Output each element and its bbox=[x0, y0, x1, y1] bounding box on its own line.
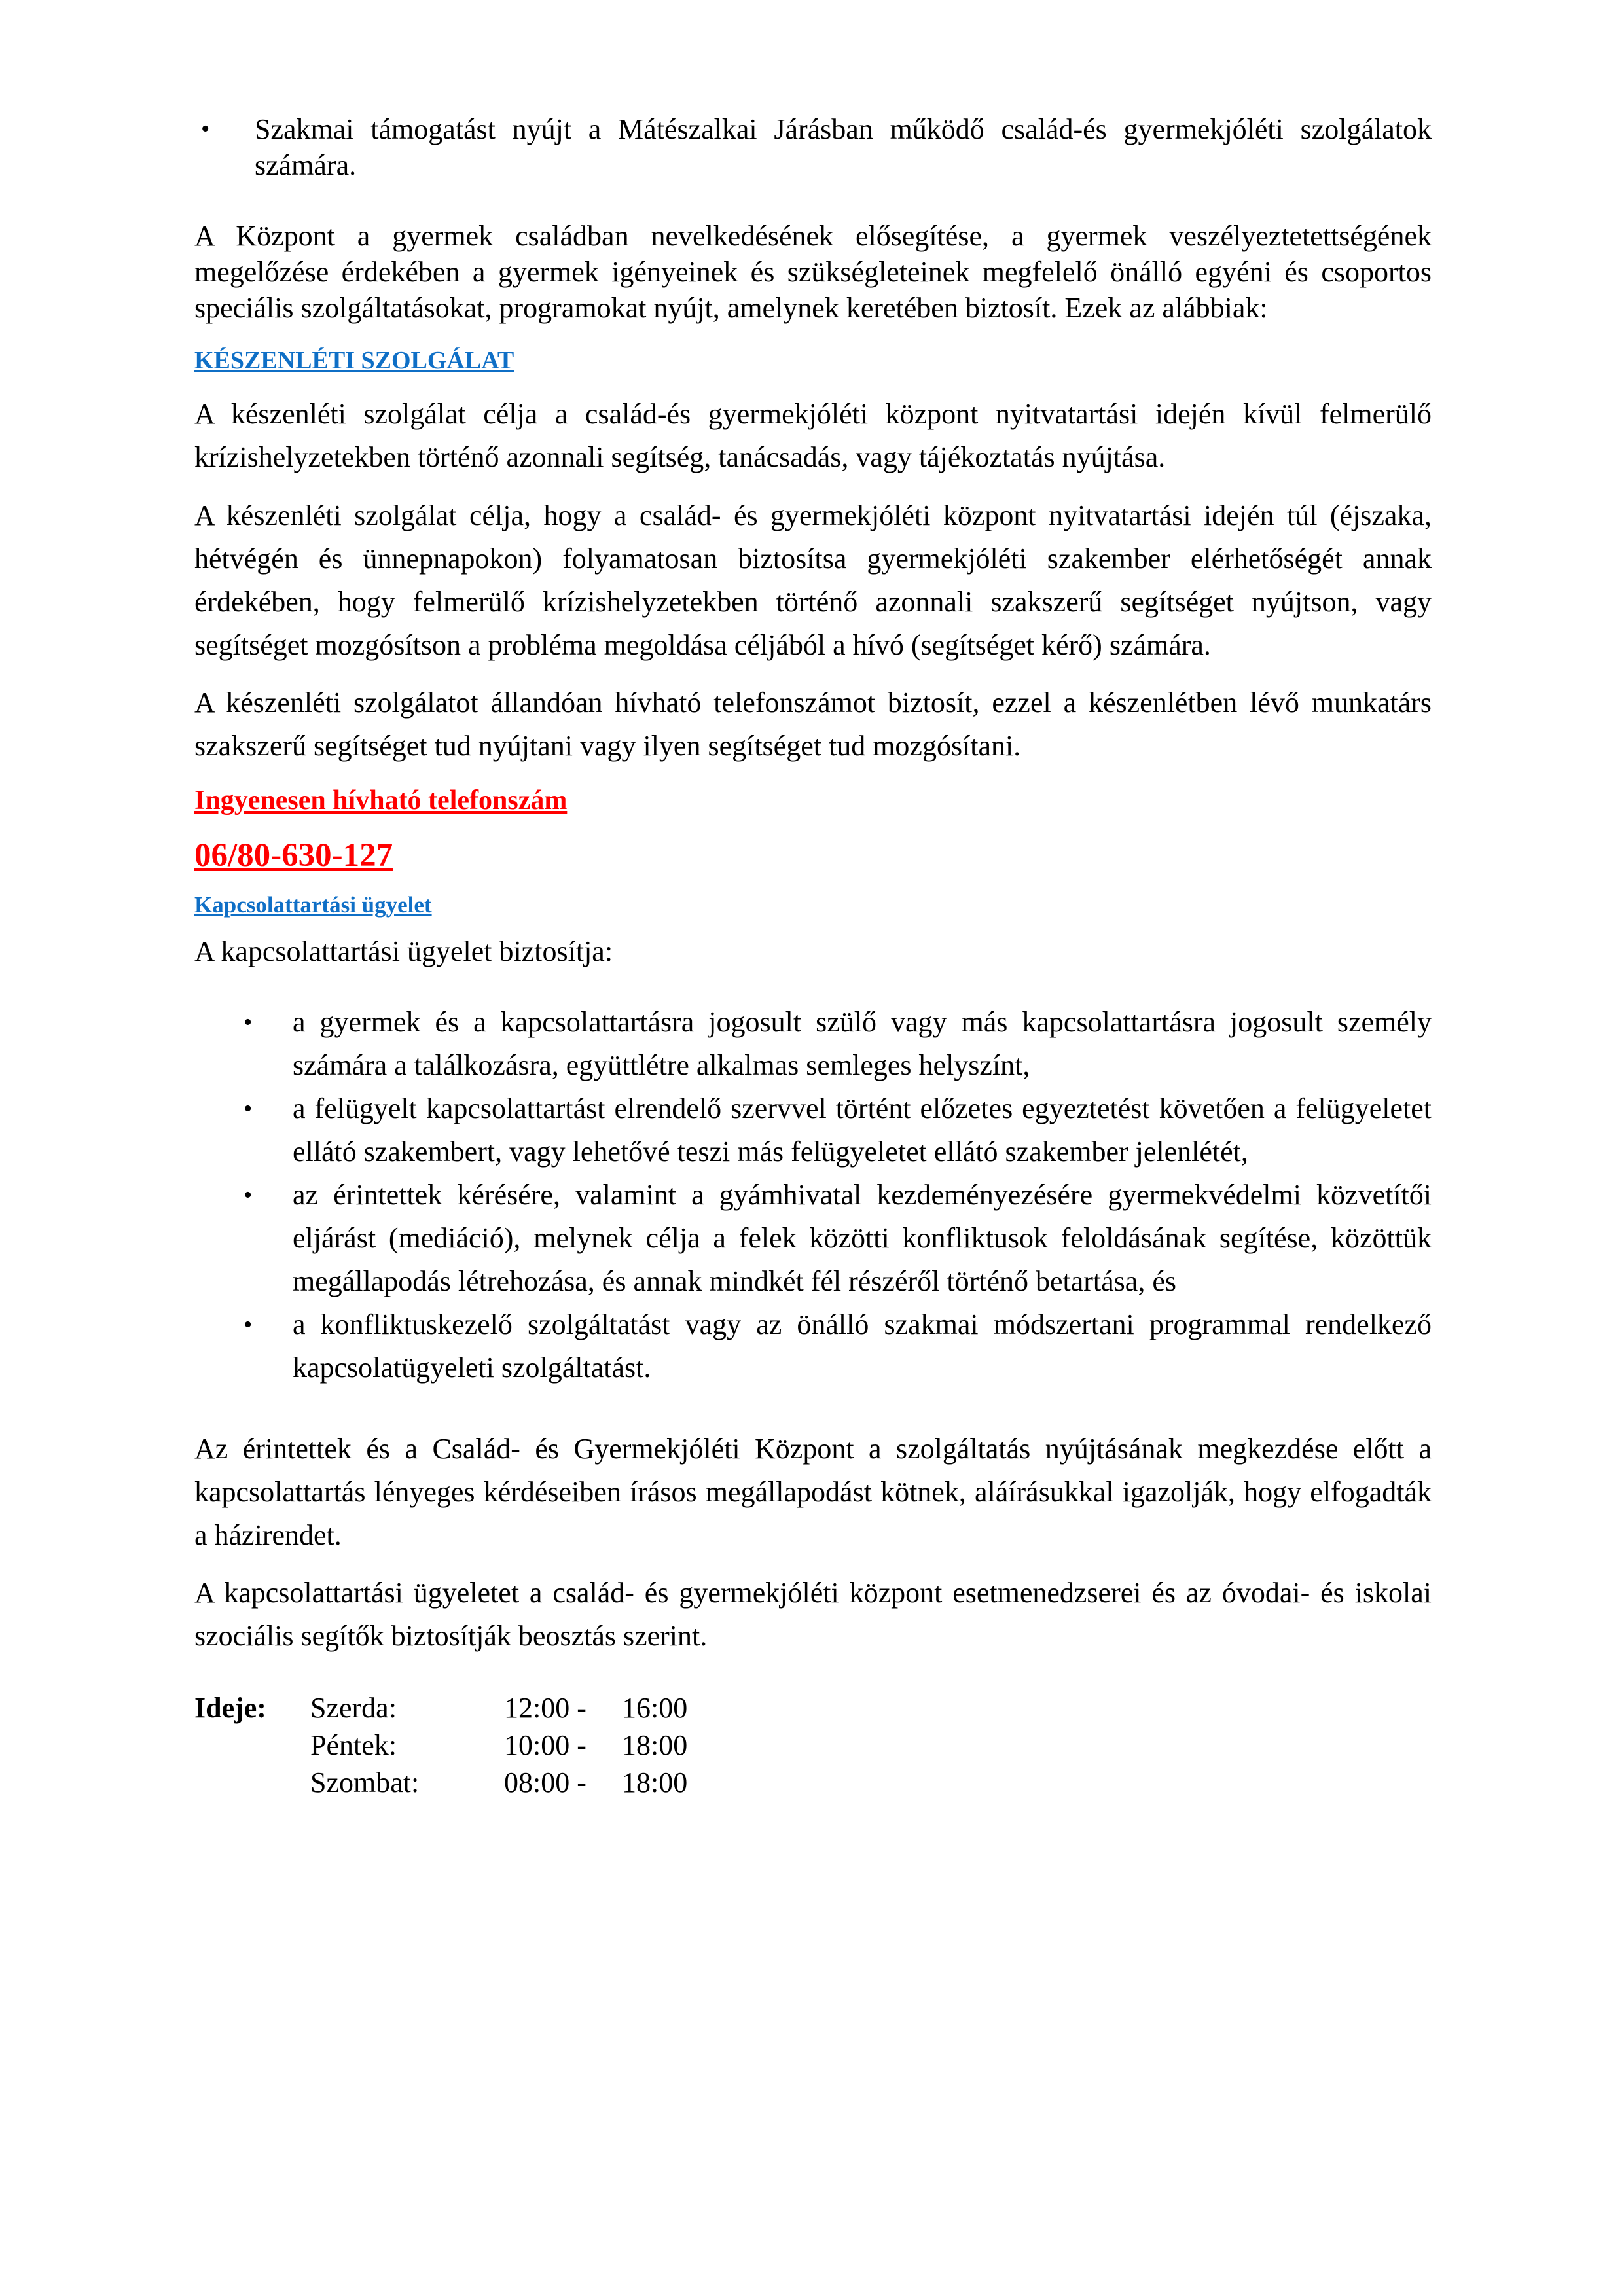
list-item bbox=[194, 1001, 1432, 1087]
table-row bbox=[194, 1764, 687, 1801]
list-item-text: a felügyelt kapcsolattartást elrendelő szervvel történt előzetes egyeztetést követően a felügyeletet ellátó szakembert, vagy lehetővé teszi más felügyeletet ellátó szakember jelenlétét, bbox=[293, 1092, 1432, 1168]
schedule-day: Péntek: bbox=[310, 1729, 397, 1761]
schedule-from: 10:00 - bbox=[504, 1729, 586, 1761]
schedule-to: 18:00 bbox=[622, 1767, 688, 1799]
table-row bbox=[194, 1727, 687, 1764]
schedule-day: Szerda: bbox=[310, 1692, 397, 1724]
list-item-text: a gyermek és a kapcsolattartásra jogosult szülő vagy más kapcsolattartásra jogosult személy számára a találkozásra, együttlétre alkalmas semleges helyszínt, bbox=[293, 1006, 1432, 1081]
schedule-to: 16:00 bbox=[622, 1692, 688, 1724]
kapcsolattartasi-lead: A kapcsolattartási ügyelet biztosítja: bbox=[194, 935, 613, 967]
list-item-text: az érintettek kérésére, valamint a gyámhivatal kezdeményezésére gyermekvédelmi közvetítői eljárást (mediáció), melynek célja a felek közötti konfliktusok feloldásának segítése, közöttük megállapodás létrehozása, és annak mindkét fél részéről történő betartása, és bbox=[293, 1179, 1432, 1297]
intro-paragraph: A Központ a gyermek családban nevelkedésének elősegítése, a gyermek veszélyeztetettségének megelőzése érdekében a gyermek igényeinek és szükségleteinek megfelelő önálló egyéni és csoportos speciális szolgáltatásokat, programokat nyújt, amelynek keretében biztosít. Ezek az alábbiak: bbox=[194, 220, 1432, 324]
phone-number: 06/80-630-127 bbox=[194, 837, 393, 874]
schedule-from: 12:00 - bbox=[504, 1692, 586, 1724]
kapcsolattartasi-heading: Kapcsolattartási ügyelet bbox=[194, 892, 432, 918]
keszenleti-heading: KÉSZENLÉTI SZOLGÁLAT bbox=[194, 347, 514, 374]
kapcsolattartasi-paragraph-1: Az érintettek és a Család- és Gyermekjóléti Központ a szolgáltatás nyújtásának megkezdése előtt a kapcsolattartás lényeges kérdéseiben írásos megállapodást kötnek, aláírásukkal igazolják, hogy elfogadták a házirendet. bbox=[194, 1433, 1432, 1551]
bullet-icon: • bbox=[244, 1181, 253, 1209]
list-item bbox=[194, 1303, 1432, 1390]
table-row bbox=[194, 1689, 687, 1727]
list-item bbox=[194, 1087, 1432, 1174]
keszenleti-paragraph-1: A készenléti szolgálat célja a család-és gyermekjóléti központ nyitvatartási idején kívül felmerülő krízishelyzetekben történő azonnali segítség, tanácsadás, vagy tájékoztatás nyújtása. bbox=[194, 398, 1432, 473]
document-page bbox=[194, 111, 1432, 1801]
bullet-icon: • bbox=[244, 1311, 253, 1338]
bullet-icon: • bbox=[244, 1009, 253, 1036]
schedule-table bbox=[194, 1689, 687, 1801]
keszenleti-paragraph-3: A készenléti szolgálatot állandóan hívható telefonszámot biztosít, ezzel a készenlétben lévő munkatárs szakszerű segítséget tud nyújtani vagy ilyen segítséget tud mozgósítani. bbox=[194, 687, 1432, 762]
list-item-text: Szakmai támogatást nyújt a Mátészalkai Járásban működő család-és gyermekjóléti szolgálatok számára. bbox=[255, 113, 1432, 181]
phone-label: Ingyenesen hívható telefonszám bbox=[194, 785, 568, 816]
list-item bbox=[194, 1174, 1432, 1303]
schedule-day: Szombat: bbox=[310, 1767, 420, 1799]
bullet-icon: • bbox=[244, 1095, 253, 1122]
schedule-to: 18:00 bbox=[622, 1729, 688, 1761]
kapcsolattartasi-paragraph-2: A kapcsolattartási ügyeletet a család- és gyermekjóléti központ esetmenedzserei és az óvodai- és iskolai szociális segítők biztosítják beosztás szerint. bbox=[194, 1577, 1432, 1652]
list-item-text: a konfliktuskezelő szolgáltatást vagy az önálló szakmai módszertani programmal rendelkező kapcsolatügyeleti szolgáltatást. bbox=[293, 1308, 1432, 1384]
list-item bbox=[194, 111, 1432, 183]
top-bullet-list bbox=[194, 111, 1432, 183]
bullet-icon: • bbox=[201, 115, 210, 143]
keszenleti-paragraph-2: A készenléti szolgálat célja, hogy a család- és gyermekjóléti központ nyitvatartási idején túl (éjszaka, hétvégén és ünnepnapokon) folyamatosan biztosítsa gyermekjóléti szakember elérhetőségét annak érdekében, hogy felmerülő krízishelyzetekben történő azonnali szakszerű segítséget nyújtson, vagy segítséget mozgósítson a probléma megoldása céljából a hívó (segítséget kérő) számára. bbox=[194, 499, 1432, 661]
schedule-from: 08:00 - bbox=[504, 1767, 586, 1799]
kapcsolattartasi-list bbox=[194, 1001, 1432, 1390]
schedule-label: Ideje: bbox=[194, 1692, 266, 1724]
